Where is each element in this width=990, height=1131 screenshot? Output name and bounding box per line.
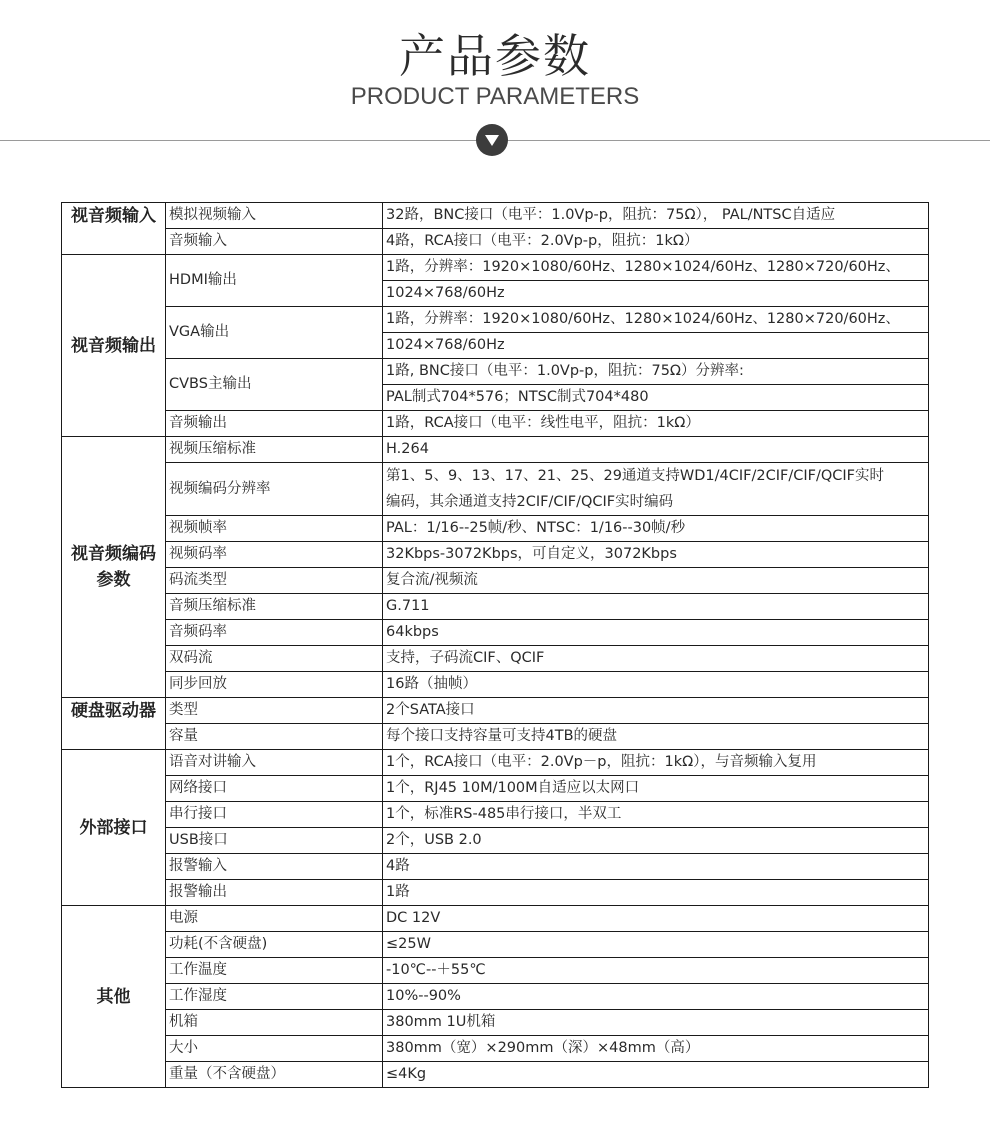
param-value-cell: PAL：1/16--25帧/秒、NTSC：1/16--30帧/秒 [383,516,929,542]
param-value-cell: 4路 [383,854,929,880]
param-name-cell: 音频压缩标准 [166,594,383,620]
param-name-cell: 工作温度 [166,958,383,984]
param-value-cell: 1024×768/60Hz [383,333,929,359]
category-cell: 外部接口 [62,750,166,906]
param-name-cell: 同步回放 [166,672,383,698]
param-name-cell: 视频编码分辨率 [166,463,383,516]
param-name-cell: 类型 [166,698,383,724]
category-cell: 视音频编码参数 [62,437,166,698]
param-value-cell: 1024×768/60Hz [383,281,929,307]
table-row [62,880,929,906]
category-cell: 硬盘驱动器 [62,698,166,750]
table-row [62,646,929,672]
param-value-cell: 1个，RCA接口（电平：2.0Vp－p，阻抗：1kΩ），与音频输入复用 [383,750,929,776]
table-row [62,594,929,620]
table-row [62,854,929,880]
param-name-cell: 报警输出 [166,880,383,906]
table-row [62,958,929,984]
table-row [62,620,929,646]
table-row [62,463,929,516]
table-row [62,229,929,255]
param-name-cell: 电源 [166,906,383,932]
param-value-cell: 复合流/视频流 [383,568,929,594]
param-name-cell: HDMI输出 [166,255,383,307]
param-value-cell: ≤4Kg [383,1062,929,1088]
table-row [62,1036,929,1062]
category-cell: 其他 [62,906,166,1088]
table-row [62,203,929,229]
param-value-line: 第1、5、9、13、17、21、25、29通道支持WD1/4CIF/2CIF/CIF/QCIF实时 [386,468,885,484]
param-value-cell: 每个接口支持容量可支持4TB的硬盘 [383,724,929,750]
param-value-cell: 4路，RCA接口（电平：2.0Vp-p，阻抗：1kΩ） [383,229,929,255]
down-arrow-icon [476,124,508,156]
param-name-cell: 语音对讲输入 [166,750,383,776]
param-value-cell: 10%--90% [383,984,929,1010]
param-value-cell: 1路，RCA接口（电平：线性电平，阻抗：1kΩ） [383,411,929,437]
table-row [62,359,929,385]
param-name-cell: 工作湿度 [166,984,383,1010]
param-name-cell: USB接口 [166,828,383,854]
param-value-cell: DC 12V [383,906,929,932]
param-name-cell: 功耗(不含硬盘) [166,932,383,958]
param-name-cell: 音频输出 [166,411,383,437]
table-row [62,932,929,958]
table-row [62,776,929,802]
param-name-cell: VGA输出 [166,307,383,359]
table-row [62,1010,929,1036]
param-name-cell: 码流类型 [166,568,383,594]
param-value-cell [383,463,929,516]
table-row [62,411,929,437]
param-value-cell: ≤25W [383,932,929,958]
param-value-cell: PAL制式704*576；NTSC制式704*480 [383,385,929,411]
table-row [62,698,929,724]
param-value-cell: 1路 [383,880,929,906]
table-row [62,828,929,854]
param-value-cell: 16路（抽帧） [383,672,929,698]
param-value-cell: 1个，标准RS-485串行接口，半双工 [383,802,929,828]
param-value-cell: 1个，RJ45 10M/100M自适应以太网口 [383,776,929,802]
param-value-cell: 64kbps [383,620,929,646]
param-value-cell: 2个，USB 2.0 [383,828,929,854]
param-name-cell: 串行接口 [166,802,383,828]
param-name-cell: 视频帧率 [166,516,383,542]
table-row [62,307,929,333]
table-row [62,802,929,828]
page-title: 产品参数 [399,29,591,83]
table-row [62,568,929,594]
param-name-cell: 音频输入 [166,229,383,255]
param-name-cell: 模拟视频输入 [166,203,383,229]
param-name-cell: 大小 [166,1036,383,1062]
param-name-cell: 报警输入 [166,854,383,880]
table-row [62,255,929,281]
table-row [62,516,929,542]
table-row [62,1062,929,1088]
param-name-cell: CVBS主输出 [166,359,383,411]
param-value-cell: 32Kbps-3072Kbps，可自定义，3072Kbps [383,542,929,568]
param-value-line: 编码，其余通道支持2CIF/CIF/QCIF实时编码 [386,494,674,510]
category-cell: 视音频输出 [62,255,166,437]
table-row [62,724,929,750]
param-name-cell: 容量 [166,724,383,750]
table-row [62,672,929,698]
param-value-cell: 1路, BNC接口（电平：1.0Vp-p，阻抗：75Ω）分辨率: [383,359,929,385]
param-name-cell: 网络接口 [166,776,383,802]
param-name-cell: 视频码率 [166,542,383,568]
param-value-cell: 2个SATA接口 [383,698,929,724]
param-value-cell: 支持，子码流CIF、QCIF [383,646,929,672]
param-value-cell: 1路，分辨率：1920×1080/60Hz、1280×1024/60Hz、1280×720/60Hz、 [383,307,929,333]
param-value-cell: H.264 [383,437,929,463]
table-row [62,906,929,932]
param-name-cell: 机箱 [166,1010,383,1036]
table-row [62,437,929,463]
spec-table [61,202,929,1088]
category-cell: 视音频输入 [62,203,166,255]
param-name-cell: 视频压缩标准 [166,437,383,463]
table-row [62,984,929,1010]
param-name-cell: 重量（不含硬盘） [166,1062,383,1088]
param-name-cell: 双码流 [166,646,383,672]
table-row [62,542,929,568]
table-row [62,750,929,776]
param-value-cell: -10℃--＋55℃ [383,958,929,984]
param-value-cell: 380mm 1U机箱 [383,1010,929,1036]
param-name-cell: 音频码率 [166,620,383,646]
param-value-cell: 1路，分辨率：1920×1080/60Hz、1280×1024/60Hz、1280×720/60Hz、 [383,255,929,281]
page-subtitle: PRODUCT PARAMETERS [350,83,640,110]
param-value-cell: 32路，BNC接口（电平：1.0Vp-p，阻抗：75Ω）， PAL/NTSC自适应 [383,203,929,229]
param-value-cell: 380mm（宽）×290mm（深）×48mm（高） [383,1036,929,1062]
param-value-cell: G.711 [383,594,929,620]
